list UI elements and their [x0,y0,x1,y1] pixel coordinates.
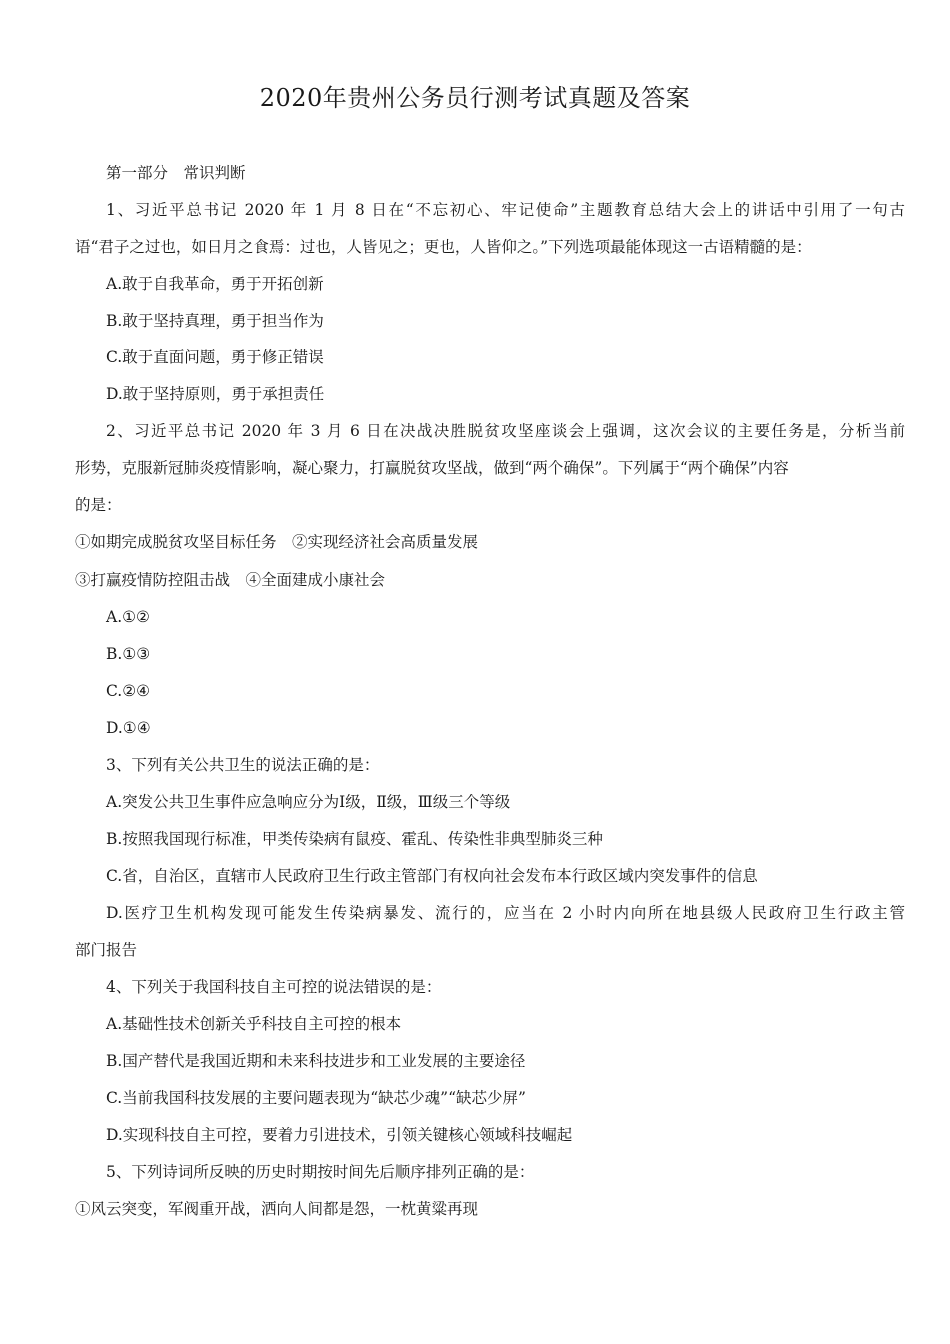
question-3-option-b: B.按照我国现行标准，甲类传染病有鼠疫、霍乱、传染性非典型肺炎三种 [106,830,603,848]
page-title: 2020年贵州公务员行测考试真题及答案 [259,84,691,112]
question-5-stem: 5、下列诗词所反映的历史时期按时间先后顺序排列正确的是： [106,1163,535,1181]
question-5-items-line-1: ①风云突变，军阀重开战，洒向人间都是怨，一枕黄粱再现 [75,1200,479,1218]
question-2-stem-line-3: 的是： [75,496,122,514]
question-4-stem: 4、下列关于我国科技自主可控的说法错误的是： [106,978,442,996]
question-1-option-b: B.敢于坚持真理，勇于担当作为 [106,312,324,330]
question-3-option-d-line-2: 部门报告 [75,941,138,959]
question-1-option-a: A.敢于自我革命，勇于开拓创新 [106,275,324,293]
question-1-option-d: D.敢于坚持原则，勇于承担责任 [106,385,325,403]
question-2-option-d: D.①④ [106,719,151,737]
question-3-option-a: A.突发公共卫生事件应急响应分为Ⅰ级，Ⅱ级，Ⅲ级三个等级 [106,793,511,811]
question-4-option-a: A.基础性技术创新关乎科技自主可控的根本 [106,1015,402,1033]
question-4-option-d: D.实现科技自主可控，要着力引进技术，引领关键核心领域科技崛起 [106,1126,573,1144]
question-2-items-line-1: ①如期完成脱贫攻坚目标任务 ②实现经济社会高质量发展 [75,533,479,551]
section-heading: 第一部分 常识判断 [106,164,246,182]
question-1-stem-line-1: 1、习近平总书记 2020 年 1 月 8 日在“不忘初心、牢记使命”主题教育总结大会上的讲话中引用了一句古 [106,201,905,219]
question-1-option-c: C.敢于直面问题，勇于修正错误 [106,348,324,366]
question-3-stem: 3、下列有关公共卫生的说法正确的是： [106,756,380,774]
question-3-option-d-line-1: D.医疗卫生机构发现可能发生传染病暴发、流行的，应当在 2 小时内向所在地县级人民政府卫生行政主管 [106,904,905,922]
question-2-items-line-2: ③打赢疫情防控阻击战 ④全面建成小康社会 [75,571,386,589]
question-2-option-a: A.①② [106,608,150,626]
question-2-option-c: C.②④ [106,682,151,700]
question-3-option-c: C.省，自治区，直辖市人民政府卫生行政主管部门有权向社会发布本行政区域内突发事件的信息 [106,867,758,885]
question-4-option-b: B.国产替代是我国近期和未来科技进步和工业发展的主要途径 [106,1052,526,1070]
question-2-option-b: B.①③ [106,645,151,663]
question-1-stem-line-2: 语“君子之过也，如日月之食焉：过也，人皆见之；更也，人皆仰之。”下列选项最能体现这一古语精髓的是： [75,238,812,256]
question-2-stem-line-2: 形势，克服新冠肺炎疫情影响，凝心聚力，打赢脱贫攻坚战，做到“两个确保”。下列属于“两个确保”内容 [75,459,789,477]
question-4-option-c: C.当前我国科技发展的主要问题表现为“缺芯少魂”“缺芯少屏” [106,1089,526,1107]
question-2-stem-line-1: 2、习近平总书记 2020 年 3 月 6 日在决战决胜脱贫攻坚座谈会上强调，这次会议的主要任务是，分析当前 [106,422,905,440]
